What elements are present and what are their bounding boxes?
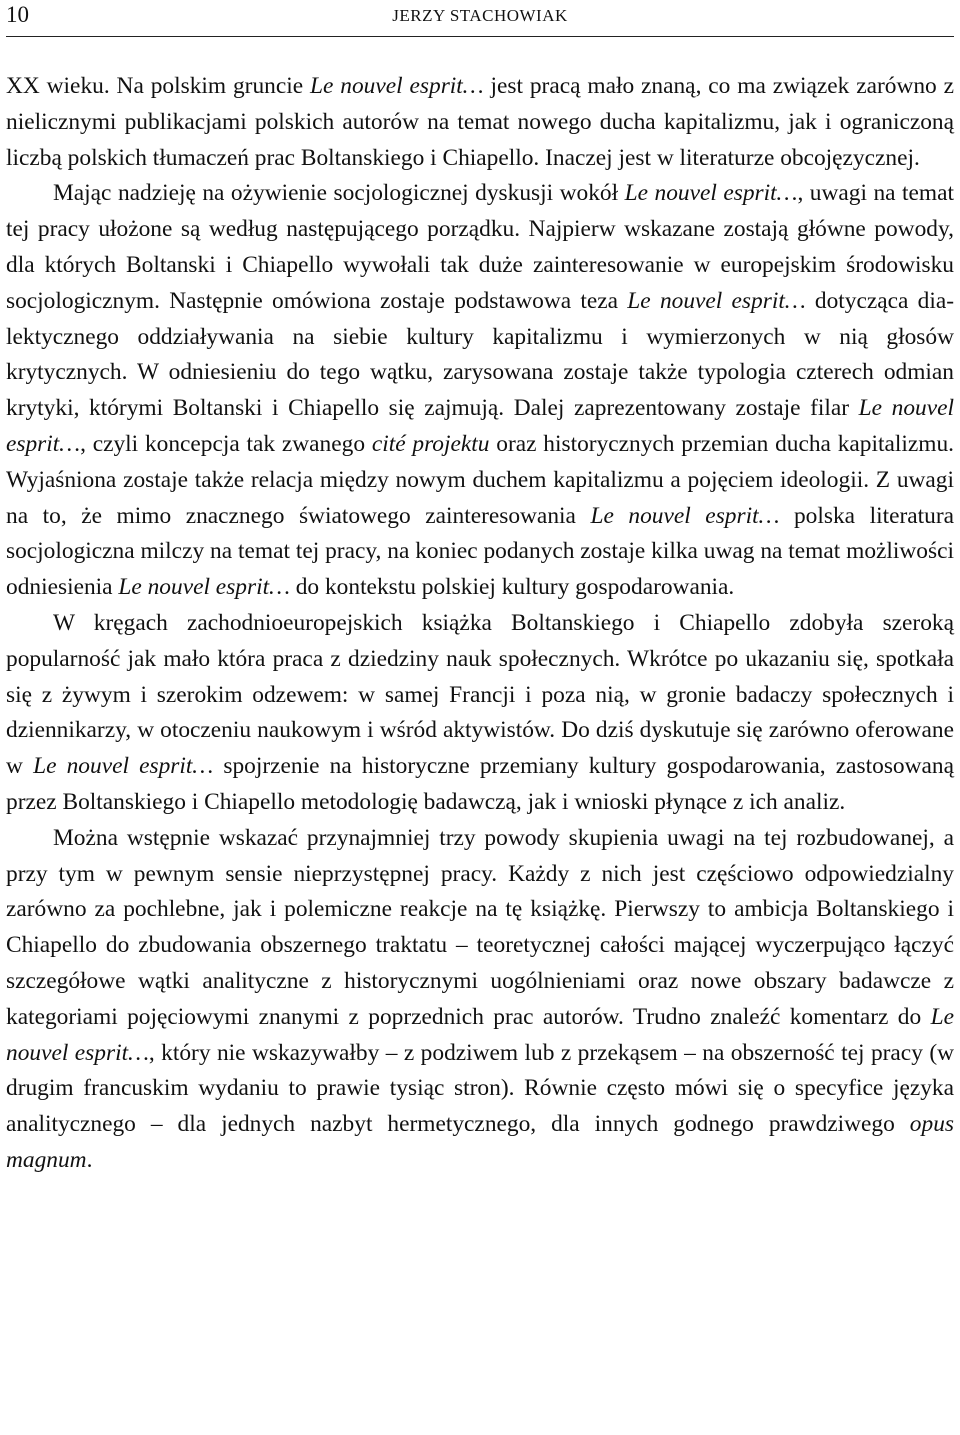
text-run: . (86, 1146, 93, 1173)
paragraph (6, 821, 954, 1179)
text-run: jest pracą mało znaną, co ma związek zarówno z nielicznymi publikacjami polskich autorów na temat nowego ducha kapitalizmu, jak i ograniczoną liczbą polskich tłumaczeń prac Boltanskiego i Chiapello. Inaczej jest w literaturze obcojęzycznej. (6, 73, 955, 171)
text-run: W kręgach zachodnioeuropejskich książka Boltanskiego i Chiapello zdobyła szeroką popularność jak mało która praca z dziedziny nauk społecznych. Wkrótce po ukazaniu się, spotkała się z żywym i szerokim odzewem: w samej Francji i poza nią, w gronie badaczy społecznych i dziennikarzy, w otoczeniu naukowym i wśród aktywistów. Do dziś dyskutuje się zarówno oferowane w (6, 609, 954, 780)
text-run: , uwagi na temat tej pracy ułożone są według następującego porządku. Najpierw wskazane zostają główne powody, dla których Boltanski i Chiapello wywołali tak duże zainteresowanie w europejskim środowisku socjologicznym. Następnie omówiona zostaje podstawowa teza (6, 180, 954, 314)
running-head (6, 0, 954, 37)
paragraph (6, 69, 954, 176)
text-run: , czyli koncepcja tak zwanego (80, 430, 372, 457)
paragraph (6, 176, 954, 606)
italic-title-run: cité projektu (371, 430, 490, 457)
text-run: spojrzenie na historyczne przemiany kultury gospodarowania, zastosowaną przez Boltanskiego i Chiapello metodologię badawczą, jak i wnioski płynące z ich analiz. (6, 753, 954, 815)
text-run: XX wieku. Na polskim gruncie (6, 73, 311, 99)
text-run: Można wstępnie wskazać przynajmniej trzy powody skupienia uwagi na tej rozbudowanej, a przy tym w pewnym sensie nieprzystępnej pracy. Każdy z nich jest częściowo odpowiedzialny zarówno za pochlebne, jak i polemiczne reakcje na tę książkę. Pierwszy to ambicja Boltanskiego i Chiapello do zbudowania obszernego traktatu – teoretycznej całości mającej wyczerpująco łączyć szczegółowe wątki analityczne z historycznymi uogólnieniami oraz nowe obszary badawcze z kategoriami pojęciowymi znanymi z poprzednich prac autorów. Trudno znaleźć komentarz do (6, 824, 954, 1030)
italic-title-run: Le nouvel esprit… (33, 753, 214, 780)
text-run: polska literatura socjologiczna milczy na temat tej pracy, na koniec podanych zostaje kilka uwag na temat możliwości odniesienia (6, 502, 954, 601)
italic-title-run: Le nouvel esprit… (590, 502, 780, 529)
italic-title-run: Le nouvel esprit… (624, 180, 798, 207)
italic-title-run: Le nouvel esprit… (6, 1003, 954, 1066)
italic-title-run: Le nouvel esprit… (310, 73, 484, 99)
page-number: 10 (6, 2, 29, 27)
italic-title-run: Le nouvel esprit… (627, 287, 806, 314)
italic-title-run: Le nouvel esprit… (118, 574, 290, 601)
book-page (6, 0, 954, 1179)
running-title: JERZY STACHOWIAK (392, 6, 568, 25)
body-text (6, 69, 954, 1179)
text-run: dotycząca dialektycznego oddziaływania na siebie kultury kapitalizmu i wymierzonych w nią głosów krytycznych. W odniesieniu do tego wątku, zarysowana zostaje także typologia czterech odmian krytyki, którymi Boltanski i Chiapello się zajmują. Dalej zaprezentowany zostaje filar (6, 287, 955, 422)
text-run: , który nie wskazywałby – z podziwem lub z przekąsem – na obszerność tej pracy (w drugim francuskim wydaniu to prawie tysiąc stron). Równie często mówi się o specyfice języka analitycznego – dla jednych nazbyt hermetycznego, dla innych godnego prawdziwego (6, 1039, 955, 1138)
italic-title-run: Le nouvel esprit… (6, 395, 954, 457)
italic-title-run: opus magnum (6, 1111, 954, 1173)
paragraph (6, 606, 954, 821)
text-run: Mając nadzieję na ożywienie socjologicznej dyskusji wokół (53, 180, 625, 207)
text-run: oraz historycznych przemian ducha kapitalizmu. Wyjaśniona zostaje także relacja między nowym duchem kapitalizmu a pojęciem ideologii. Z uwagi na to, że mimo znacznego światowego zainteresowania (6, 430, 954, 529)
text-run: do kontekstu polskiej kultury gospodarowania. (289, 574, 735, 601)
